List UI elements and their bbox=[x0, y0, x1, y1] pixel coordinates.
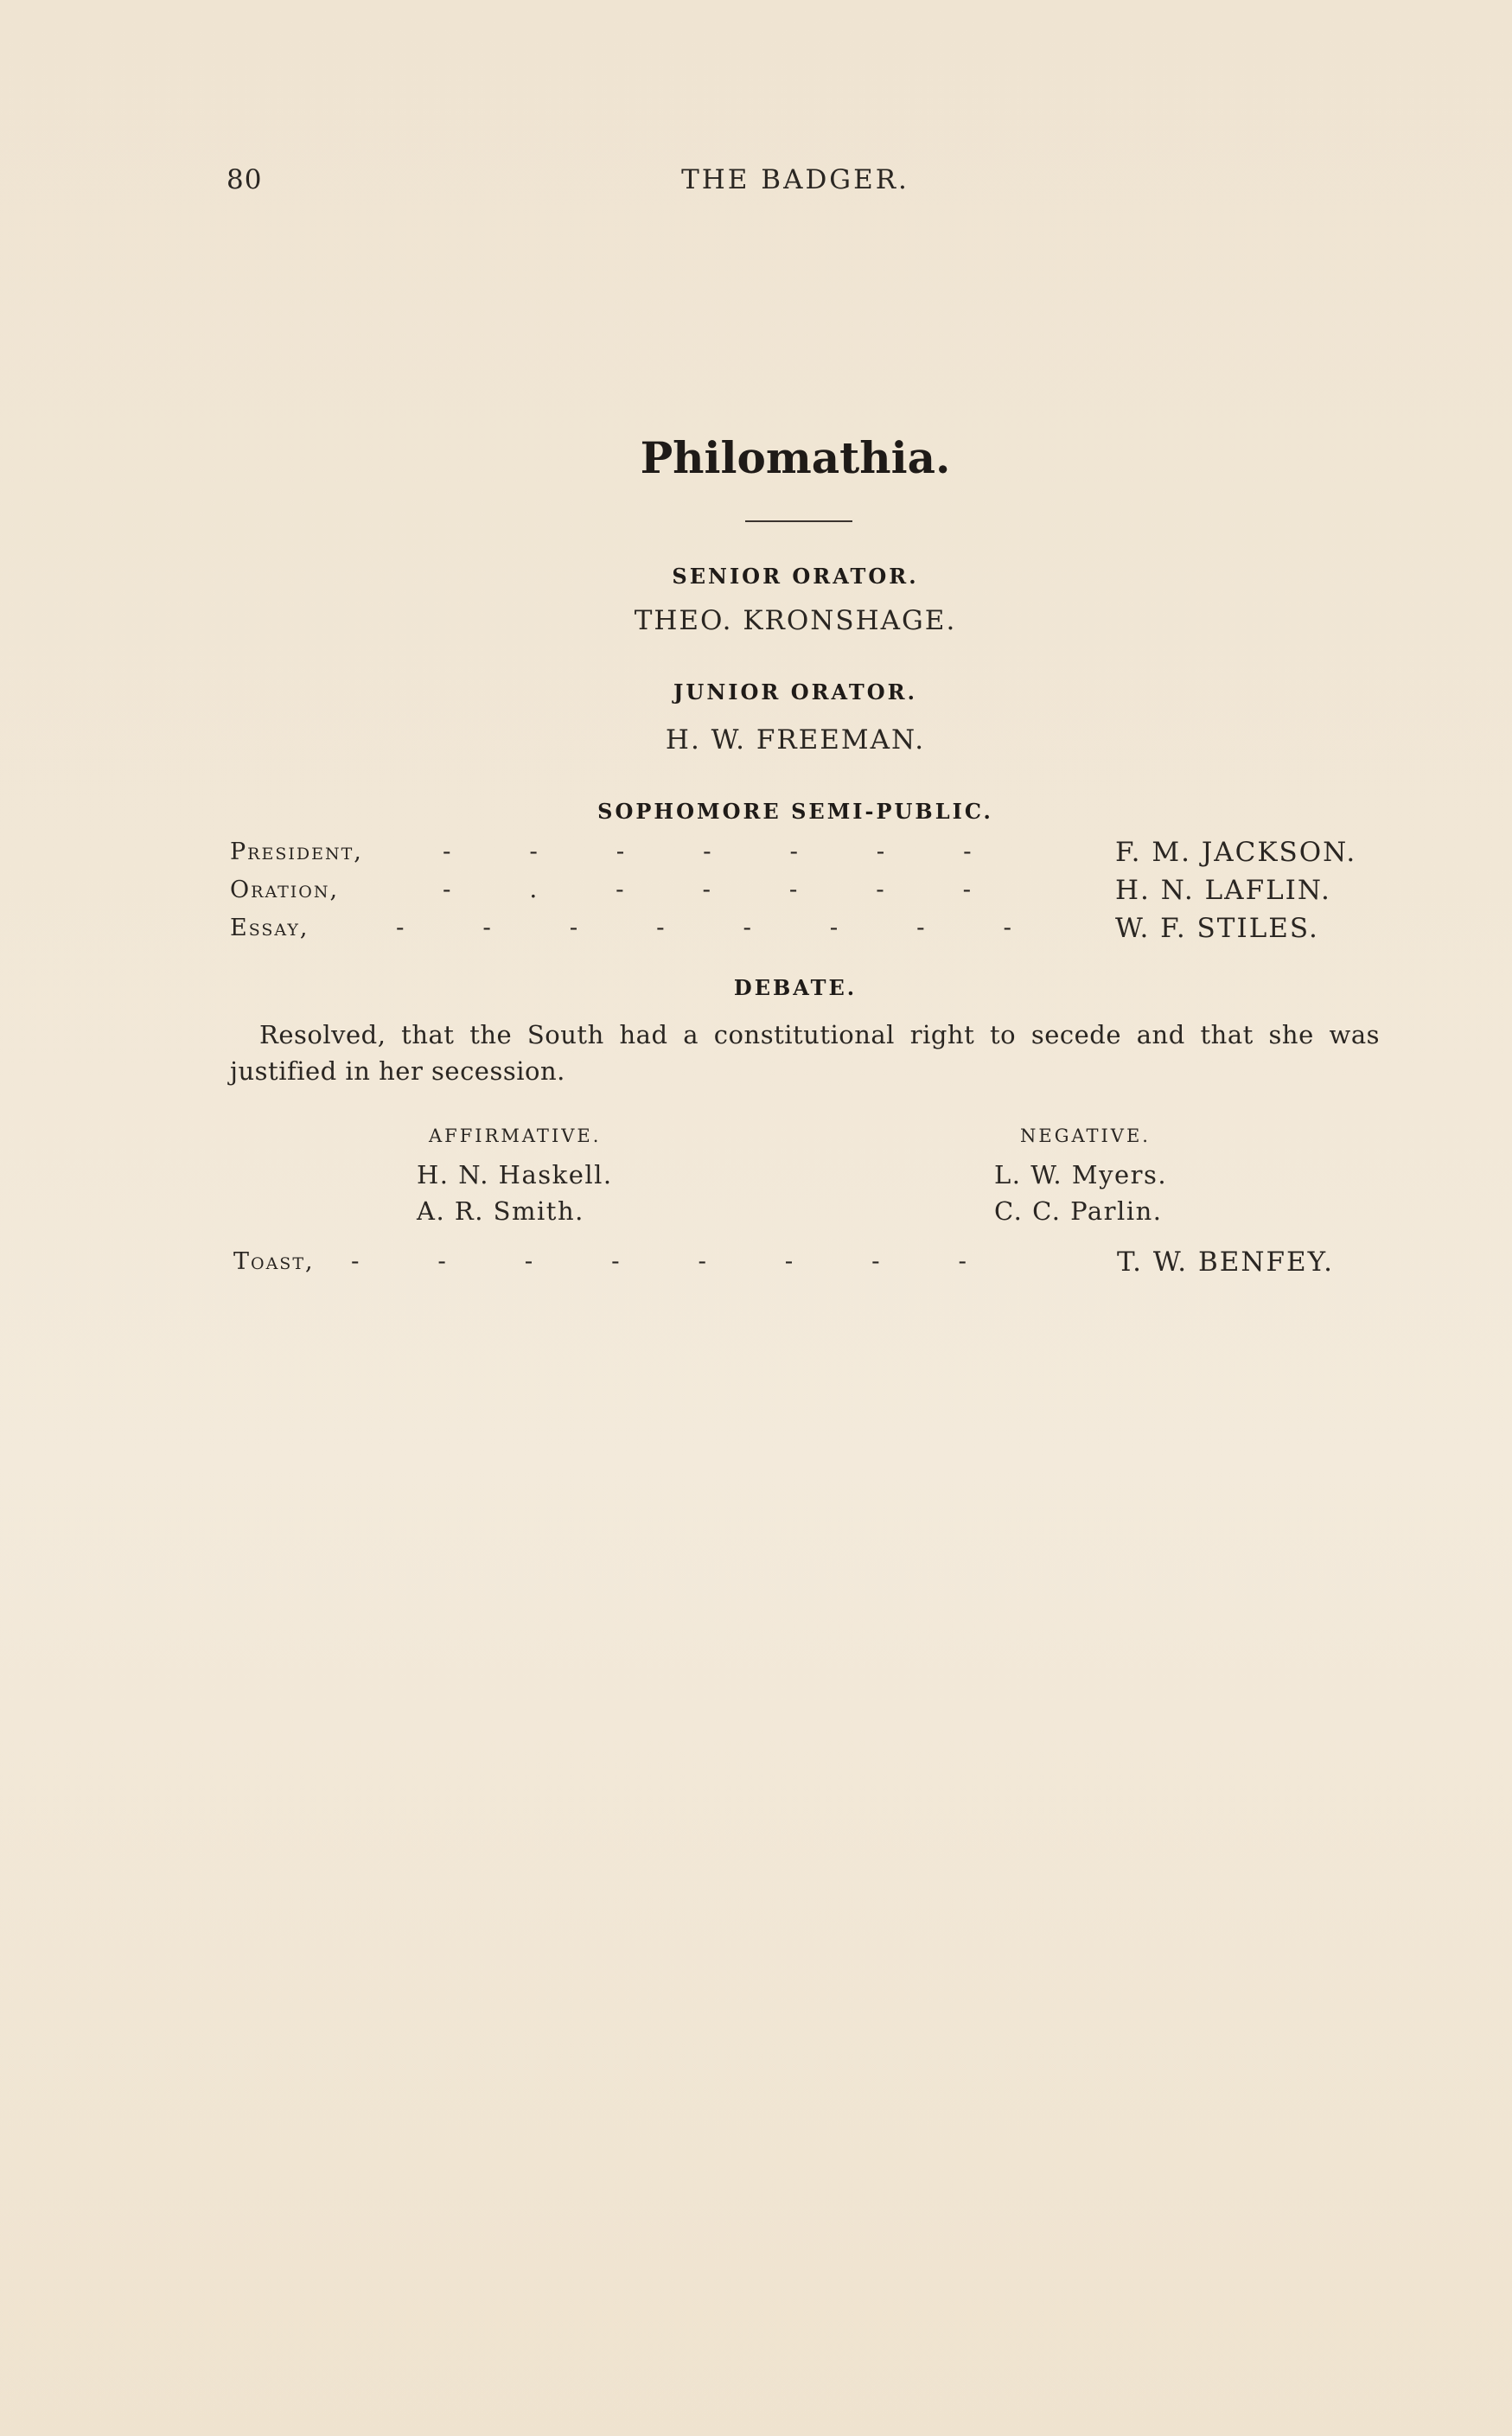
negative-member: L. W. Myers. bbox=[994, 1160, 1168, 1189]
role-row-toast bbox=[230, 1247, 1371, 1281]
title-rule bbox=[745, 520, 852, 522]
affirmative-member: H. N. Haskell. bbox=[417, 1160, 613, 1189]
role-label: Essay, bbox=[230, 915, 309, 941]
role-row-president bbox=[230, 837, 1371, 871]
role-row-essay bbox=[230, 913, 1371, 947]
senior-orator-heading: SENIOR ORATOR. bbox=[672, 564, 919, 589]
debate-heading: DEBATE. bbox=[733, 975, 858, 1000]
role-name: H. N. LAFLIN. bbox=[1115, 875, 1331, 906]
role-name: F. M. JACKSON. bbox=[1115, 837, 1357, 868]
role-name: T. W. BENFEY. bbox=[1117, 1247, 1334, 1278]
affirmative-member: A. R. Smith. bbox=[417, 1196, 584, 1226]
role-label: Toast, bbox=[233, 1248, 315, 1275]
junior-orator-heading: JUNIOR ORATOR. bbox=[673, 679, 917, 705]
page-number: 80 bbox=[226, 164, 263, 195]
role-row-oration bbox=[230, 875, 1371, 909]
page-title: Philomathia. bbox=[640, 432, 951, 483]
leader-dashes: - . - - - - - bbox=[443, 875, 972, 903]
negative-member: C. C. Parlin. bbox=[994, 1196, 1163, 1226]
senior-orator-name: THEO. KRONSHAGE. bbox=[634, 605, 957, 636]
role-label: President, bbox=[230, 839, 363, 865]
page-header bbox=[0, 164, 1512, 199]
leader-dashes: - - - - - - - bbox=[443, 837, 972, 865]
affirmative-heading: AFFIRMATIVE. bbox=[429, 1126, 602, 1146]
role-label: Oration, bbox=[230, 877, 340, 903]
junior-orator-name: H. W. FREEMAN. bbox=[665, 724, 926, 756]
leader-dashes: - - - - - - - - bbox=[396, 913, 1011, 941]
running-head: THE BADGER. bbox=[681, 164, 909, 195]
negative-heading: NEGATIVE. bbox=[1020, 1126, 1151, 1146]
debate-resolution: Resolved, that the South had a constitutional right to secede and that she was justified in her secession. bbox=[230, 1020, 1380, 1086]
role-name: W. F. STILES. bbox=[1115, 913, 1319, 944]
leader-dashes: - - - - - - - - bbox=[351, 1247, 967, 1275]
sophomore-heading: SOPHOMORE SEMI-PUBLIC. bbox=[597, 799, 993, 824]
